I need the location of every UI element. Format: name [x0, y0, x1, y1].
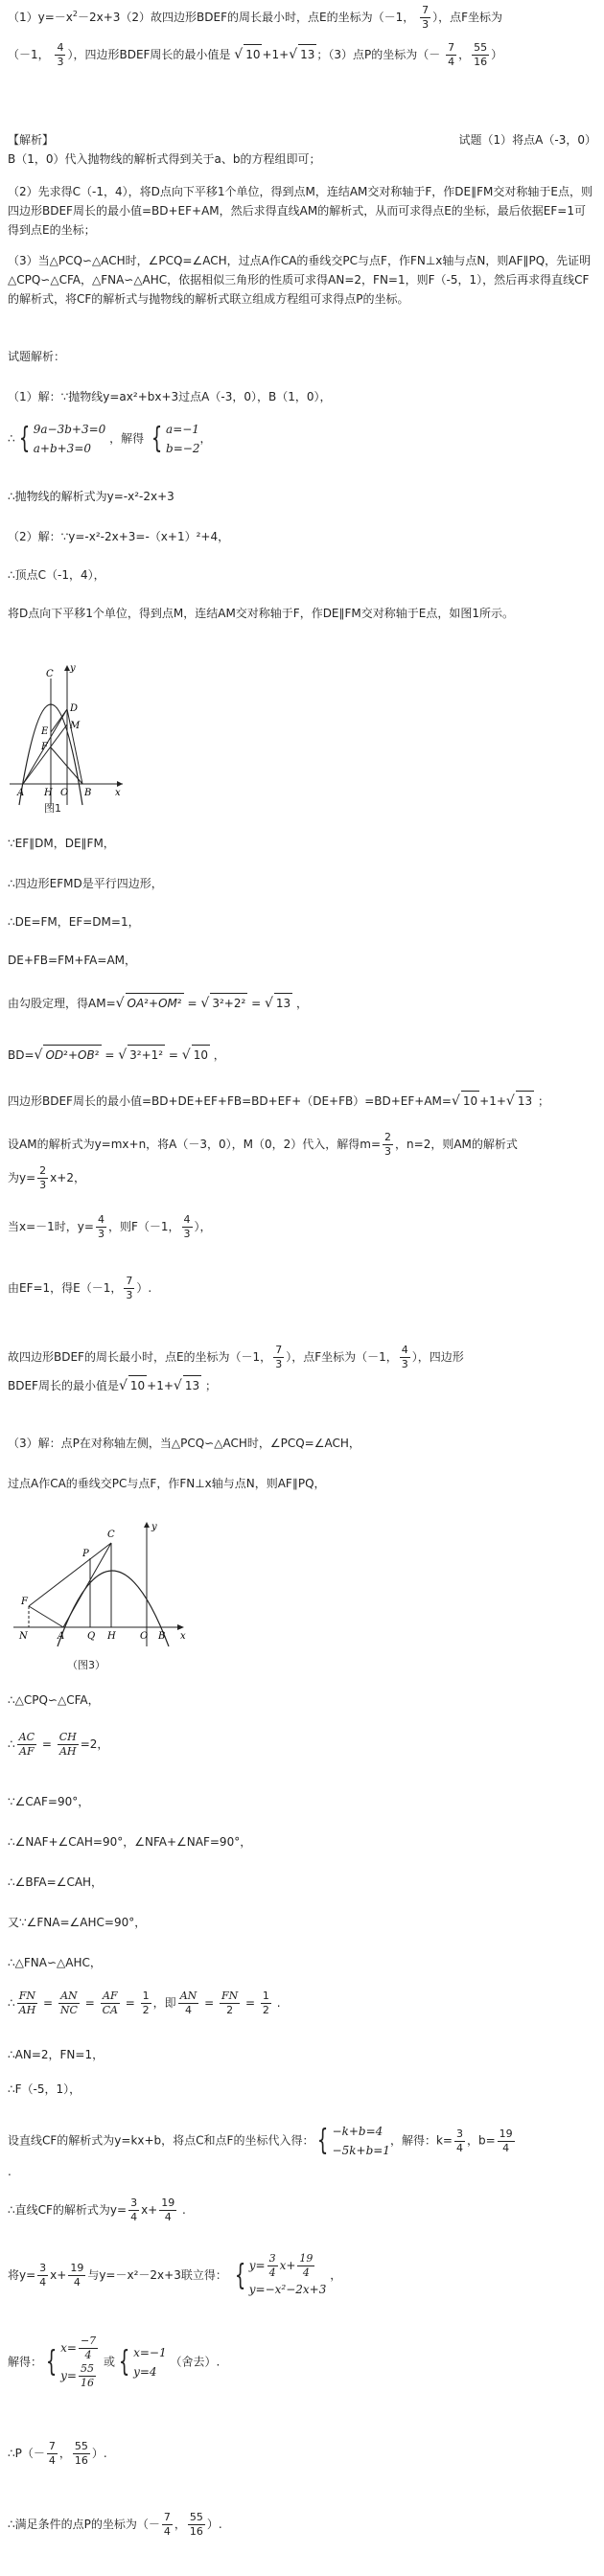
- system-equations: 9a−3b+3=0 a+b+3=0: [33, 423, 106, 455]
- label-y: y: [151, 1522, 157, 1532]
- label-Q: Q: [87, 1631, 96, 1642]
- step-15: 当x=－1时，y= $\frac{4}{3}$ ，则F（－1， $\frac{4}{3}$ ），: [8, 1213, 212, 1240]
- step-32: ∴直线CF的解析式为y= $\frac{3}{4}$ x+ $\frac{19}{4}$ .: [8, 2196, 186, 2223]
- solution-heading: 试题解析：: [8, 350, 66, 363]
- step-21: ∴△CPQ∽△CFA，: [8, 1693, 100, 1707]
- label-A: A: [17, 788, 25, 798]
- label-P: P: [82, 1549, 89, 1559]
- step-13: 设AM的解析式为y=mx+n，将A（－3，0），M（0，2）代入，解得m= $\frac{2}{3}$ ，n=2，则AM的解析式 为y= $\frac{2}{3}$ x+2，: [8, 1131, 518, 1191]
- step-8: ∴DE=FM，EF=DM=1，: [8, 915, 140, 929]
- analysis-paragraph-2: （2）先求得C（-1，4），将D点向下平移1个单位，得到点M，连结AM交对称轴于F，作DE∥FM交对称轴于E点，则四边形BDEF周长的最小值=BD+EF+AM，然后求得直线AM的解析式，从而可求得点E的坐标，最后依据EF=1可得到点E的坐标；: [8, 185, 592, 237]
- step-7: ∴四边形EFMD是平行四边形，: [8, 877, 163, 890]
- step-31: 设直线CF的解析式为y=kx+b，将点C和点F的坐标代入得： { −k+b=4 −5k+b=1 ，解得：k= $\frac{3}{4}$ ，b= $\frac{19}{4}$: [8, 2124, 513, 2157]
- answer-text: （－1，: [8, 48, 50, 61]
- step-3-text: （2）解：∵y=-x²-2x+3=-（x+1）²+4，: [8, 530, 230, 543]
- step-36: ∴满足条件的点P的坐标为（－ $\frac{7}{4}$ ， $\frac{55}{16}$ ）.: [8, 2511, 222, 2538]
- step-2-text: ∴抛物线的解析式为y=-x²-2x+3: [8, 490, 174, 503]
- solve-text: ，解得: [109, 431, 145, 446]
- label-B: B: [84, 788, 92, 798]
- step-25: ∴∠BFA=∠CAH，: [8, 1875, 104, 1889]
- figure-3-caption: （图3）: [67, 1659, 105, 1671]
- label-D: D: [70, 703, 79, 714]
- step-24: ∴∠NAF+∠CAH=90°，∠NFA+∠NAF=90°，: [8, 1835, 252, 1849]
- y-axis-arrow-icon: [144, 1522, 150, 1528]
- step-10: 由勾股定理，得AM=√ OA²+OM² = √ 3²+2² = √ 13 ，: [8, 993, 596, 1013]
- label-N: N: [19, 1631, 28, 1642]
- label-B: B: [158, 1631, 166, 1642]
- step-1: [8, 387, 596, 406]
- step-1-text: （1）解：∵抛物线y=ax²+bx+3过点A（-3，0），B（1，0），: [8, 390, 332, 403]
- fraction-55-16: $\frac{55}{16}$: [474, 41, 488, 68]
- step-34: 解得： { x= $\frac{-7}{4}$ y= $\frac{55}{16}$ 或 { x=−1 y=4 （舍去）.: [8, 2334, 221, 2389]
- label-x: x: [115, 788, 121, 798]
- analysis-paragraph-3: （3）当△PCQ∽△ACH时，∠PCQ=∠ACH，过点A作CA的垂线交PC与点F，作FN⊥x轴与点N，则AF∥PQ，先证明△CPQ∽△CFA，△FNA∽△AHC，依据相似三角形的性质可求得AN=2，FN=1，则F（-5，1），然后再求得直线CF的解析式，将CF的解析式与抛物线的解析式联立组成方程组可求得点P的坐标。: [8, 254, 592, 306]
- analysis-heading: [8, 130, 596, 150]
- step-19: （3）解：点P在对称轴左侧，当△PCQ∽△ACH时，∠PCQ=∠ACH，: [8, 1437, 360, 1450]
- label-F: F: [41, 742, 48, 752]
- label-x: x: [180, 1631, 186, 1642]
- step-16: 由EF=1，得E（－1， $\frac{7}{3}$ ）.: [8, 1275, 152, 1301]
- label-F: F: [21, 1597, 28, 1607]
- step-28: ∴ $\frac{FN}{AH}$ = $\frac{AN}{NC}$ = $\frac{AF}{CA}$ = $\frac{1}{2}$ ，即 $\frac{AN}{4}$ = $\frac{FN}{2}$ = $\frac{1}{2}$ .: [8, 1990, 281, 2016]
- fraction-7-3: $\frac{7}{3}$: [422, 4, 430, 31]
- step-30: ∴F（-5，1），: [8, 2082, 81, 2096]
- label-C: C: [46, 669, 54, 679]
- step-5: [8, 604, 596, 623]
- system-1: ∴ { 9a−3b+3=0 a+b+3=0 ，解得 { a=−1 b=−2 ，: [8, 420, 596, 458]
- step-6: ∵EF∥DM，DE∥FM，: [8, 837, 115, 850]
- answer-part1-text: （1）y=－x: [8, 11, 73, 24]
- sqrt-13: 13: [298, 44, 316, 64]
- fraction-4-3: $\frac{4}{3}$: [57, 41, 64, 68]
- fraction-7-4: $\frac{7}{4}$: [448, 41, 455, 68]
- figure-3: [8, 1514, 190, 1658]
- label-y: y: [70, 663, 76, 674]
- step-11: BD=√ OD²+OB² = √ 3²+1² = √ 10 ，: [8, 1045, 596, 1065]
- label-E: E: [41, 726, 49, 737]
- solution-heading-block: [8, 347, 596, 366]
- step-33: 将y= $\frac{3}{4}$ x+ $\frac{19}{4}$ 与y=－x²－2x+3联立得： { y= $\frac{3}{4}$ x+ $\frac{19}{4}$ y=−x²−2x+3 ，: [8, 2252, 342, 2296]
- step-17: 故四边形BDEF的周长最小时，点E的坐标为（－1， $\frac{7}{3}$ ），点F坐标为（－1， $\frac{4}{3}$ ），四边形 BDEF周长的最小值是√ 10 +1+√ 13 ；: [8, 1344, 464, 1393]
- sqrt-10: 10: [244, 44, 262, 64]
- label-A: A: [58, 1631, 65, 1642]
- step-2: [8, 487, 596, 506]
- step-27: ∴△FNA∽△AHC，: [8, 1956, 102, 1969]
- step-4-text: ∴顶点C（-1，4），: [8, 568, 105, 582]
- step-35: ∴P（－ $\frac{7}{4}$ ， $\frac{55}{16}$ ）.: [8, 2440, 107, 2467]
- answer-line-2: （－1， $\frac{4}{3}$ ），四边形BDEF周长的最小值是 √ 10 +1+√ 13 ；（3）点P的坐标为（－ $\frac{7}{4}$ ， $\frac{55}{16}$ ）: [8, 41, 503, 68]
- label-H: H: [107, 1631, 116, 1642]
- step-9: DE+FB=FM+FA=AM，: [8, 954, 137, 967]
- step-23: ∵∠CAF=90°，: [8, 1795, 90, 1808]
- analysis-right-text: 试题（1）将点A（-3，0）: [458, 133, 596, 147]
- x-axis-arrow-icon: [117, 781, 123, 787]
- x-axis-arrow-icon: [177, 1624, 184, 1630]
- label-O: O: [140, 1631, 149, 1642]
- label-M: M: [70, 721, 81, 731]
- analysis-label: 【解析】: [8, 133, 55, 147]
- step-29: ∴AN=2，FN=1，: [8, 2048, 105, 2061]
- line-DE: [51, 709, 67, 732]
- answer-text: ），点F坐标为: [432, 11, 502, 24]
- step-26: 又∵∠FNA=∠AHC=90°，: [8, 1916, 147, 1929]
- system-solution: a=−1 b=−2: [166, 423, 200, 455]
- line-FA: [29, 1606, 63, 1627]
- step-5-text: 将D点向下平移1个单位，得到点M，连结AM交对称轴于F，作DE∥FM交对称轴于E点，如图1所示。: [8, 607, 514, 620]
- step-3: [8, 527, 596, 546]
- answer-text: ），四边形BDEF周长的最小值是: [67, 48, 231, 61]
- step-4: [8, 565, 596, 585]
- answer-text: ；（3）点P的坐标为（－: [316, 48, 441, 61]
- label-C: C: [107, 1530, 115, 1540]
- answer-text: ）: [491, 48, 503, 61]
- answer-text: +1+: [262, 48, 290, 61]
- figure-1: [8, 661, 132, 815]
- answer-part2-text: －2x+3（2）故四边形BDEF的周长最小时，点E的坐标为（－1，: [78, 11, 415, 24]
- analysis-line-1: B（1，0）代入抛物线的解析式得到关于a、b的方程组即可；: [8, 152, 321, 166]
- analysis-section: [8, 130, 596, 309]
- answer-line-1: $(1)y=-x^2-2x+3(2)$故四边形BDEF的周长最小时，点E的坐标为（－1， $\frac{7}{3}$ ），点F坐标为: [8, 4, 502, 31]
- step-31-end: .: [8, 2165, 12, 2178]
- figure-1-caption: 图1: [44, 802, 61, 815]
- answer-section: [8, 4, 596, 69]
- label-H: H: [44, 788, 53, 798]
- step-20: 过点A作CA的垂线交PC与点F，作FN⊥x轴与点N，则AF∥PQ，: [8, 1477, 326, 1490]
- step-22: ∴ $\frac{AC}{AF}$ = $\frac{CH}{AH}$ =2，: [8, 1731, 109, 1758]
- step-12: 四边形BDEF周长的最小值=BD+DE+EF+FB=BD+EF+（DE+FB）=BD+EF+AM=√ 10 +1+√ 13 ；: [8, 1091, 596, 1111]
- label-O: O: [60, 788, 69, 798]
